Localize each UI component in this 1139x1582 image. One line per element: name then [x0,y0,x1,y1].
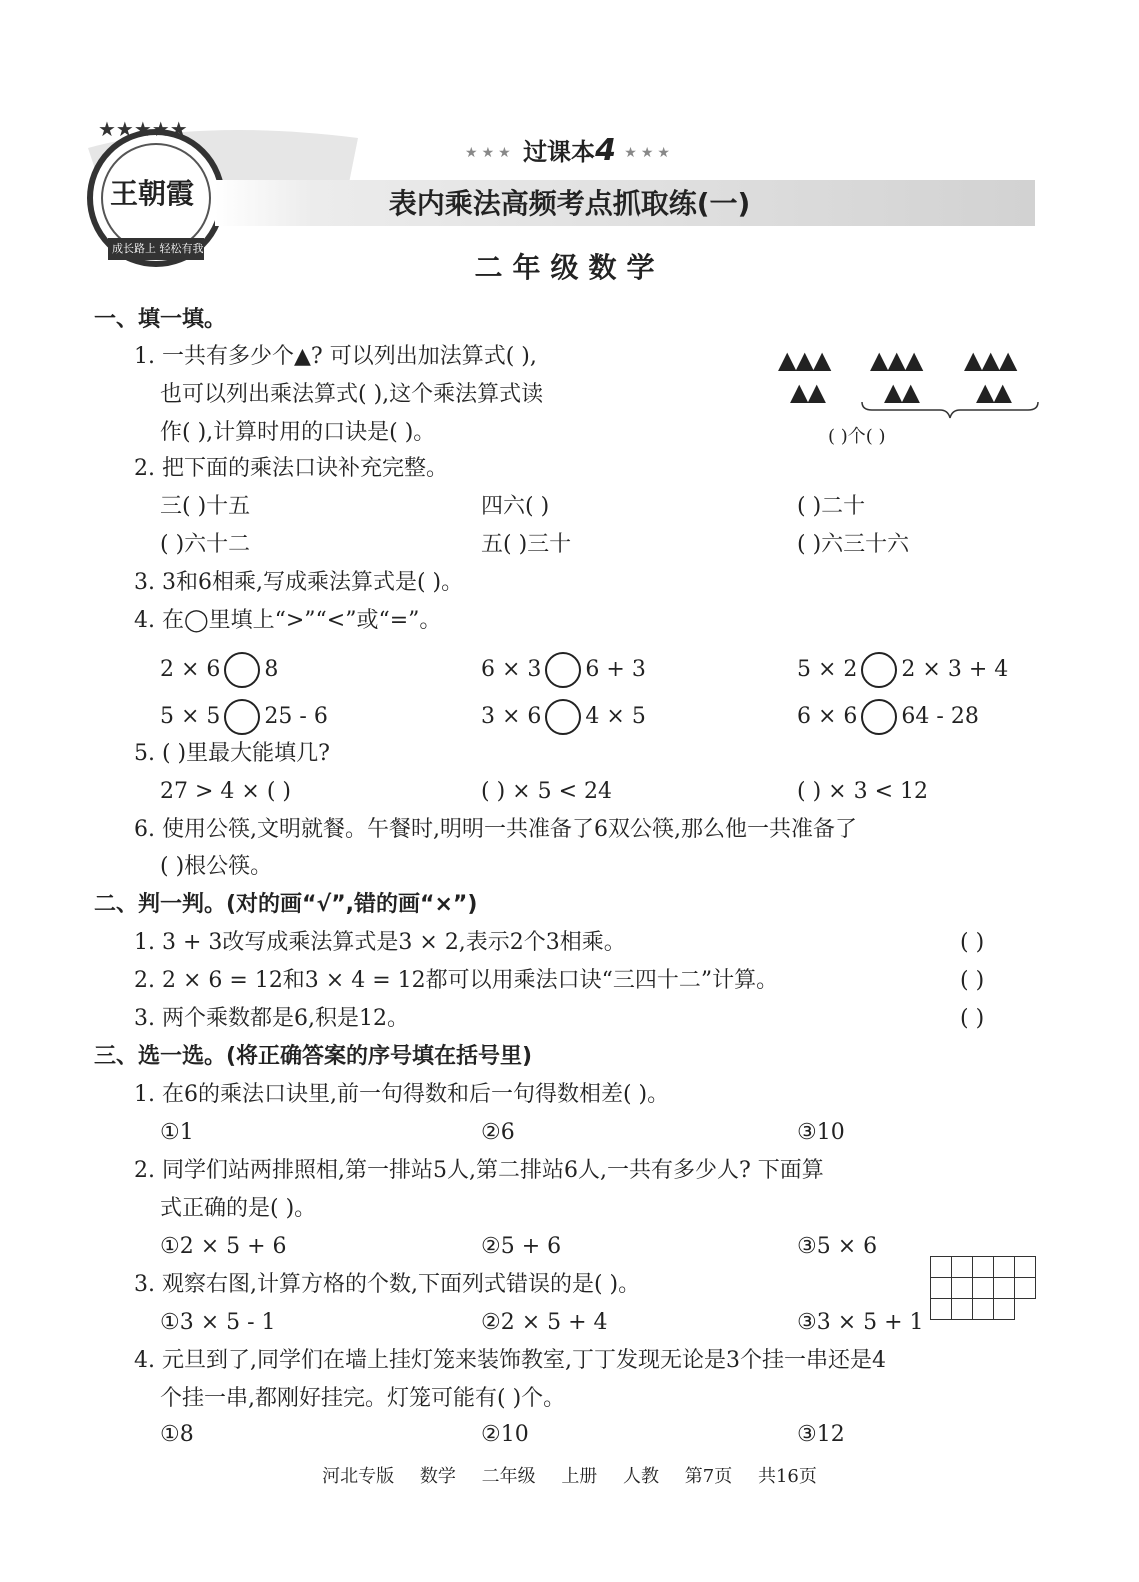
q4-item-4-right: 25 - 6 [264,704,328,729]
compare-circle[interactable] [861,699,897,735]
series-prefix: 过课本 [523,138,596,166]
s3-q1-opt-2: ②6 [481,1120,515,1145]
s2-item-2: 2. 2 × 6 = 12和3 × 4 = 12都可以用乘法口诀“三四十二”计算。 [134,968,779,993]
page-title: 表内乘法高频考点抓取练(一) [388,187,751,220]
q4-item-5-right: 4 × 5 [585,704,646,729]
q1-line3: 作( ),计算时用的口诀是( )。 [160,420,436,445]
q4-item-3-right: 2 × 3 + 4 [901,657,1009,682]
q4-item-1-right: 8 [264,657,279,682]
s3-q2-opt-2: ②5 + 6 [481,1234,562,1259]
page-subtitle: 二年级数学 [474,251,665,284]
q2-item-5: 五( )三十 [481,532,572,557]
s3-q3-opt-2: ②2 × 5 + 4 [481,1310,608,1335]
footer-page: 第7页 [684,1466,733,1487]
q3-line: 3. 3和6相乘,写成乘法算式是( )。 [134,570,464,595]
footer-grade: 二年级 [481,1466,536,1487]
q1-line1: 1. 一共有多少个▲? 可以列出加法算式( ), [134,344,537,369]
footer-volume: 上册 [561,1466,598,1487]
q5-item-1: 27 > 4 × ( ) [160,779,291,804]
q2-item-2: 四六( ) [481,494,550,519]
s2-item-2-answer[interactable]: ( ) [960,968,985,993]
triangle-group-2-bottom: ▲▲ [884,378,919,406]
s3-q1-opt-1: ①1 [160,1120,194,1145]
triangle-group-3-bottom: ▲▲ [976,378,1011,406]
q5-line1: 5. ( )里最大能填几? [134,741,330,766]
s2-item-1: 1. 3 + 3改写成乘法算式是3 × 2,表示2个3相乘。 [134,930,626,955]
q1-line2: 也可以列出乘法算式( ),这个乘法算式读 [160,382,544,407]
page-footer [0,1462,1139,1488]
triangle-group-2-top: ▲▲▲ [870,346,923,374]
q2-line1: 2. 把下面的乘法口诀补充完整。 [134,456,448,481]
stars-left-icon: ★★★ [465,145,515,161]
brace-icon [860,400,1040,420]
triangle-group-3-top: ▲▲▲ [964,346,1017,374]
q5-item-2: ( ) × 5 < 24 [481,779,612,804]
section2-heading: 二、判一判。(对的画“√”,错的画“×”) [94,892,478,917]
q4-item-5-left: 3 × 6 [481,704,542,729]
stars-right-icon: ★★★ [624,145,674,161]
compare-circle[interactable] [861,652,897,688]
s2-item-3: 3. 两个乘数都是6,积是12。 [134,1006,409,1031]
s3-q3-opt-1: ①3 × 5 - 1 [160,1310,276,1335]
footer-subject: 数学 [419,1466,456,1487]
q4-item-4-left: 5 × 5 [160,704,221,729]
s3-q1-opt-3: ③10 [797,1120,845,1145]
q6-line2: ( )根公筷。 [160,854,273,879]
square-grid-figure [930,1256,1036,1320]
section1-heading: 一、填一填。 [94,307,227,332]
s3-q1: 1. 在6的乘法口诀里,前一句得数和后一句得数相差( )。 [134,1082,670,1107]
footer-publisher: 人教 [623,1466,660,1487]
compare-circle[interactable] [224,652,260,688]
triangle-group-1-bottom: ▲▲ [790,378,825,406]
q2-item-1: 三( )十五 [160,494,251,519]
figure-caption: ( )个( ) [828,426,886,447]
s3-q4-opt-2: ②10 [481,1422,529,1447]
q6-line1: 6. 使用公筷,文明就餐。午餐时,明明一共准备了6双公筷,那么他一共准备了 [134,817,857,842]
compare-circle[interactable] [224,699,260,735]
triangle-group-1-top: ▲▲▲ [778,346,831,374]
q4-item-6 [797,699,979,735]
q4-line1: 4. 在◯里填上“>”“<”或“=”。 [134,608,442,633]
logo-text: 王朝霞 [110,177,195,210]
s3-q2-opt-1: ①2 × 5 + 6 [160,1234,287,1259]
q4-item-1 [160,652,278,688]
s3-q2-line2: 式正确的是( )。 [160,1196,317,1221]
s2-item-1-answer[interactable]: ( ) [960,930,985,955]
q2-item-3: ( )二十 [797,494,866,519]
footer-total: 共16页 [757,1466,817,1487]
q4-item-3 [797,652,1008,688]
compare-circle[interactable] [545,699,581,735]
logo-slogan: 成长路上 轻松有我 [112,242,204,255]
q4-item-3-left: 5 × 2 [797,657,858,682]
section3-heading: 三、选一选。(将正确答案的序号填在括号里) [94,1044,533,1069]
s3-q3-line1: 3. 观察右图,计算方格的个数,下面列式错误的是( )。 [134,1272,641,1297]
q4-item-4 [160,699,328,735]
q2-item-6: ( )六三十六 [797,532,910,557]
series-number: 4 [595,133,616,168]
s3-q3-opt-3: ③3 × 5 + 1 [797,1310,924,1335]
q4-item-6-right: 64 - 28 [901,704,979,729]
s3-q4-line2: 个挂一串,都刚好挂完。灯笼可能有( )个。 [160,1386,566,1411]
s3-q4-line1: 4. 元旦到了,同学们在墙上挂灯笼来装饰教室,丁丁发现无论是3个挂一串还是4 [134,1348,886,1373]
series-label [0,132,1139,168]
s3-q2-opt-3: ③5 × 6 [797,1234,878,1259]
s2-item-3-answer[interactable]: ( ) [960,1006,985,1031]
q4-item-2 [481,652,646,688]
s3-q4-opt-3: ③12 [797,1422,845,1447]
q4-item-2-right: 6 + 3 [585,657,646,682]
compare-circle[interactable] [545,652,581,688]
s3-q4-opt-1: ①8 [160,1422,194,1447]
q2-item-4: ( )六十二 [160,532,251,557]
q4-item-6-left: 6 × 6 [797,704,858,729]
footer-edition: 河北专版 [322,1466,395,1487]
q4-item-2-left: 6 × 3 [481,657,542,682]
q4-item-1-left: 2 × 6 [160,657,221,682]
q5-item-3: ( ) × 3 < 12 [797,779,928,804]
svg-text:★★★★★: ★★★★★ [98,117,188,141]
s3-q2-line1: 2. 同学们站两排照相,第一排站5人,第二排站6人,一共有多少人? 下面算 [134,1158,824,1183]
q4-item-5 [481,699,646,735]
